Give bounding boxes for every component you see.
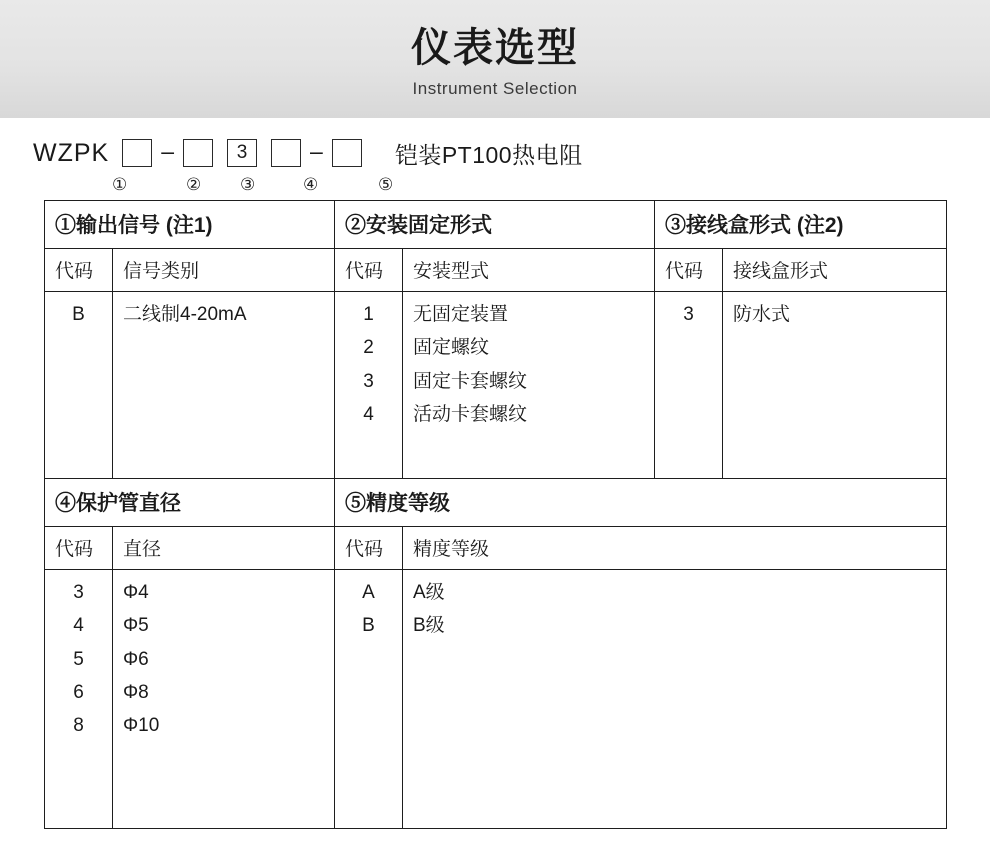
section-3-code-header: 代码 <box>665 261 704 282</box>
selection-table <box>44 200 947 829</box>
table-row <box>45 292 947 479</box>
section-3-codes <box>655 292 722 341</box>
section-3-value-header-cell <box>723 249 947 292</box>
section-4-values <box>113 570 334 752</box>
section-5-code-header-cell <box>335 527 403 570</box>
table-row <box>45 527 947 570</box>
section-4-heading-cell <box>45 479 335 527</box>
code-slot-2[interactable] <box>183 139 213 167</box>
section-1-code-header: 代码 <box>55 261 94 282</box>
section-2-values-cell <box>403 292 655 479</box>
model-prefix: WZPK <box>33 138 110 167</box>
list-item: Φ10 <box>123 715 160 736</box>
list-item: Φ5 <box>123 615 149 637</box>
page-subtitle: Instrument Selection <box>412 79 578 98</box>
table-row <box>45 249 947 292</box>
list-item: 3 <box>73 582 84 603</box>
section-1-heading: ①输出信号 (注1) <box>55 214 213 237</box>
table-row <box>45 570 947 829</box>
section-5-values <box>403 570 946 653</box>
section-1-heading-cell <box>45 201 335 249</box>
list-item: 6 <box>73 681 84 703</box>
section-3-code-header-cell <box>655 249 723 292</box>
section-2-code-header-cell <box>335 249 403 292</box>
list-item: 二线制4-20mA <box>123 304 247 325</box>
section-3-heading: ③接线盒形式 (注2) <box>665 214 844 237</box>
code-slot-1[interactable] <box>122 139 152 167</box>
model-code-row <box>0 136 990 170</box>
list-item: Φ4 <box>123 582 149 603</box>
list-item: Φ6 <box>123 648 149 670</box>
section-5-heading-cell <box>335 479 947 527</box>
section-2-heading-cell <box>335 201 655 249</box>
list-item: 固定卡套螺纹 <box>413 370 528 392</box>
table-row <box>45 201 947 249</box>
marker-2: ② <box>186 175 202 194</box>
section-4-value-header-cell <box>113 527 335 570</box>
marker-3: ③ <box>240 175 256 194</box>
list-item: 防水式 <box>733 304 791 325</box>
section-3-values <box>723 292 946 341</box>
marker-1: ① <box>112 175 128 194</box>
list-item: 活动卡套螺纹 <box>413 403 528 425</box>
list-item: 4 <box>363 403 374 425</box>
section-1-values <box>113 292 334 341</box>
code-dash-2: – <box>310 138 323 164</box>
section-2-value-header-cell <box>403 249 655 292</box>
section-1-codes <box>45 292 112 341</box>
section-5-heading: ⑤精度等级 <box>345 492 450 515</box>
list-item: B <box>72 304 85 325</box>
selection-table-wrap <box>0 200 990 829</box>
section-4-codes-cell <box>45 570 113 829</box>
section-1-value-header: 信号类别 <box>123 261 200 282</box>
section-4-code-header-cell <box>45 527 113 570</box>
list-item: 3 <box>363 370 374 392</box>
model-code-area <box>0 118 990 200</box>
section-5-codes-cell <box>335 570 403 829</box>
section-3-heading-cell <box>655 201 947 249</box>
section-5-codes <box>335 570 402 653</box>
section-3-codes-cell <box>655 292 723 479</box>
section-5-code-header: 代码 <box>345 539 384 560</box>
section-3-value-header: 接线盒形式 <box>733 261 829 282</box>
section-4-code-header: 代码 <box>55 539 94 560</box>
section-4-heading: ④保护管直径 <box>55 492 181 515</box>
section-1-code-header-cell <box>45 249 113 292</box>
list-item: 4 <box>73 615 84 637</box>
list-item: 8 <box>73 715 84 736</box>
list-item: 5 <box>73 648 84 670</box>
section-2-codes-cell <box>335 292 403 479</box>
section-5-values-cell <box>403 570 947 829</box>
list-item: 无固定装置 <box>413 304 509 325</box>
list-item: B <box>362 615 375 637</box>
model-description: 铠装PT100热电阻 <box>394 141 583 168</box>
section-3-values-cell <box>723 292 947 479</box>
marker-row <box>0 175 990 201</box>
section-1-value-header-cell <box>113 249 335 292</box>
section-2-values <box>403 292 654 441</box>
list-item: 2 <box>363 337 374 359</box>
code-slot-5[interactable] <box>332 139 362 167</box>
section-4-codes <box>45 570 112 752</box>
section-1-codes-cell <box>45 292 113 479</box>
section-2-code-header: 代码 <box>345 261 384 282</box>
section-4-value-header: 直径 <box>123 539 162 560</box>
list-item: 固定螺纹 <box>413 337 490 359</box>
list-item: Φ8 <box>123 681 149 703</box>
section-2-value-header: 安装型式 <box>413 261 490 282</box>
list-item: 3 <box>683 304 694 325</box>
section-2-codes <box>335 292 402 441</box>
section-2-heading: ②安装固定形式 <box>345 214 492 237</box>
section-5-value-header-cell <box>403 527 947 570</box>
list-item: B级 <box>413 615 445 637</box>
marker-4: ④ <box>303 175 319 194</box>
page-title: 仪表选型 <box>411 26 579 70</box>
section-5-value-header: 精度等级 <box>413 539 490 560</box>
section-4-values-cell <box>113 570 335 829</box>
marker-5: ⑤ <box>378 175 394 194</box>
code-slot-4[interactable] <box>271 139 301 167</box>
section-1-values-cell <box>113 292 335 479</box>
page-header <box>0 0 990 118</box>
code-dash-1: – <box>161 138 175 164</box>
table-row <box>45 479 947 527</box>
code-slot-3[interactable]: 3 <box>227 139 257 167</box>
list-item: A级 <box>413 582 445 603</box>
list-item: 1 <box>363 304 374 325</box>
list-item: A <box>362 582 375 603</box>
